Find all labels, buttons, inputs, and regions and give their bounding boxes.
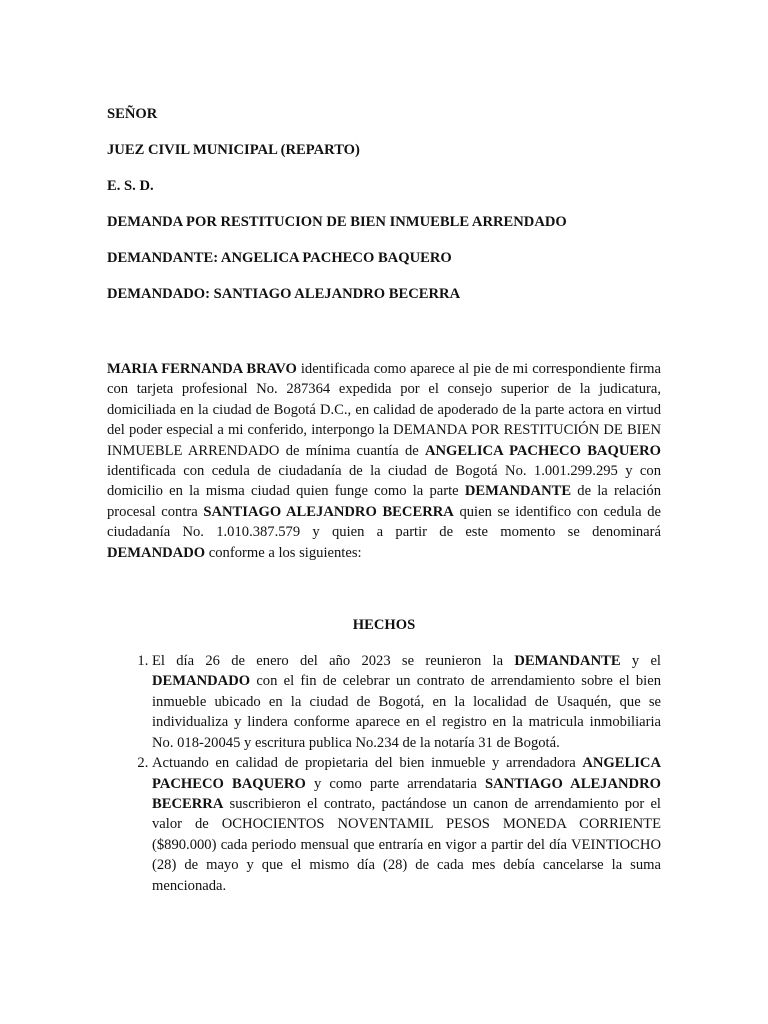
intro-text: identificada con cedula de ciudadanía de la ciudad de Bogotá No. 1.001.299.295 y con domicilio en la misma ciudad quien funge como la parte xyxy=(107,463,661,500)
attorney-name: MARIA FERNANDA BRAVO xyxy=(107,361,297,377)
fact-bold: DEMANDANTE xyxy=(514,653,621,670)
court-line: JUEZ CIVIL MUNICIPAL (REPARTO) xyxy=(107,142,360,158)
fact-text: con el fin de celebrar un contrato de arrendamiento sobre el bien inmueble ubicado en la ciudad de Bogotá, en la localidad de Usaquén, que se individualiza y lindera conforme aparece en el registro en la matricula inmobiliaria No. 018-20045 y escritura publica No.234 de la notaría 31 de Bogotá. xyxy=(152,673,661,751)
fact-text: Actuando en calidad de propietaria del bien inmueble y arrendadora xyxy=(152,755,583,772)
document-page xyxy=(107,104,661,896)
plaintiff-role: DEMANDANTE xyxy=(464,483,572,500)
fact-item-1 xyxy=(152,651,661,753)
defendant-name: SANTIAGO ALEJANDRO BECERRA xyxy=(203,503,454,520)
facts-list xyxy=(107,651,661,896)
addressee-line: SEÑOR xyxy=(107,106,158,122)
defendant-line: DEMANDADO: SANTIAGO ALEJANDRO BECERRA xyxy=(107,286,461,302)
intro-text: conforme a los siguientes: xyxy=(205,544,362,561)
intro-text: de la relación procesal contra xyxy=(107,483,661,520)
fact-text: y el xyxy=(620,653,661,670)
fact-bold: SANTIAGO ALEJANDRO BECERRA xyxy=(152,775,661,812)
claim-type-line: DEMANDA POR RESTITUCION DE BIEN INMUEBLE ARRENDADO xyxy=(107,214,567,230)
defendant-role: DEMANDADO xyxy=(107,544,206,561)
intro-text: identificada como aparece al pie de mi correspondiente firma con tarjeta profesional No. 287364 expedida por el consejo superior de la judicatura, domiciliada en la ciudad de Bogotá D.C., en calidad de apoderado de la parte actora en virtud del poder especial a mi conferido, interpongo la DEMANDA POR RESTITUCIÓN DE BIEN INMUEBLE ARRENDADO de mínima cuantía de xyxy=(107,361,661,459)
facts-section-title: HECHOS xyxy=(352,617,416,634)
document-header xyxy=(107,104,661,304)
plaintiff-name: ANGELICA PACHECO BAQUERO xyxy=(424,442,661,459)
fact-bold: ANGELICA PACHECO BAQUERO xyxy=(152,755,661,792)
fact-bold: DEMANDADO xyxy=(152,673,251,690)
fact-item-2 xyxy=(152,753,661,896)
fact-text: El día 26 de enero del año 2023 se reunieron la xyxy=(152,653,515,670)
esd-line: E. S. D. xyxy=(107,178,154,194)
intro-text: quien se identifico con cedula de ciudadanía No. 1.010.387.579 y quien a partir de este momento se denominará xyxy=(107,503,661,541)
intro-paragraph xyxy=(107,359,661,563)
fact-text: y como parte arrendataria xyxy=(305,775,485,792)
plaintiff-line: DEMANDANTE: ANGELICA PACHECO BAQUERO xyxy=(107,250,452,266)
fact-text: suscribieron el contrato, pactándose un canon de arrendamiento por el valor de OCHOCIENTOS NOVENTAMIL PESOS MONEDA CORRIENTE ($890.000) cada periodo mensual que entraría en vigor a partir del día VEINTIOCHO (28) de mayo y que el mismo día (28) de cada mes debía cancelarse la suma mencionada. xyxy=(152,795,661,894)
